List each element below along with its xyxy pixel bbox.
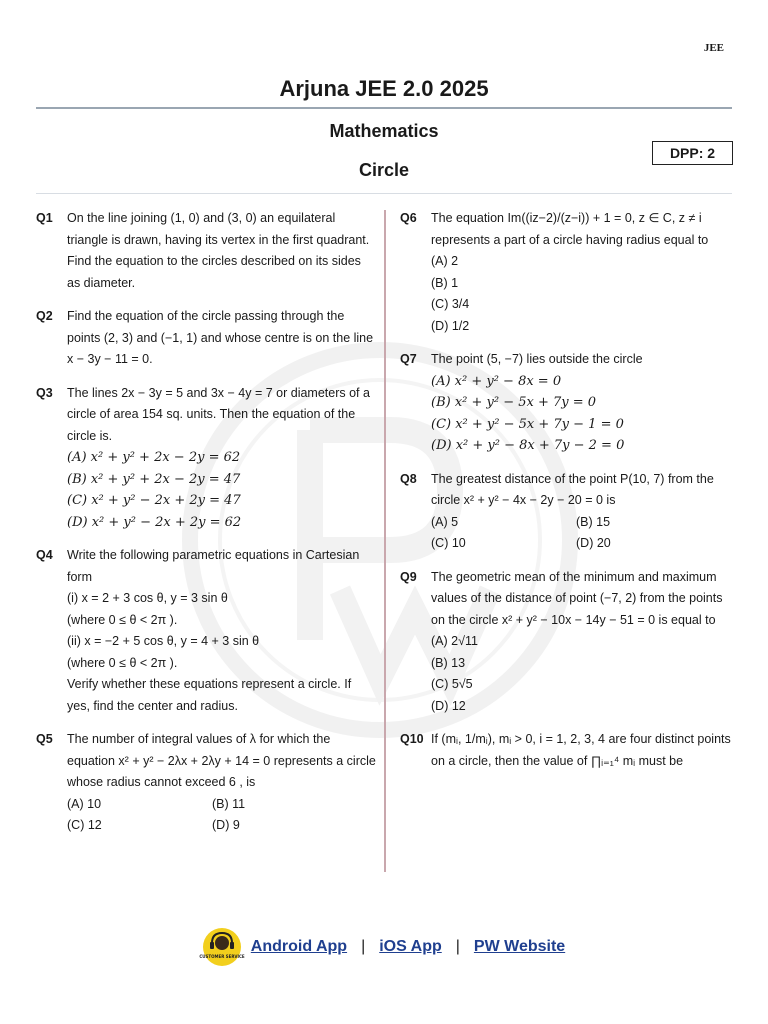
link-separator: | bbox=[455, 938, 460, 955]
option-b: (B) 1 bbox=[431, 275, 459, 290]
title-divider bbox=[36, 107, 732, 109]
question-number: Q6 bbox=[400, 211, 417, 225]
question-6 bbox=[400, 208, 736, 337]
option-c: (C) 3/4 bbox=[431, 297, 470, 311]
link-separator: | bbox=[361, 938, 366, 955]
question-line: (where 0 ≤ θ < 2π ). bbox=[67, 612, 178, 627]
question-10 bbox=[400, 729, 736, 772]
left-column bbox=[36, 208, 376, 849]
option-a: (A) 5 bbox=[431, 514, 459, 529]
question-text: The number of integral values of λ for which the equation x² + y² − 2λx + 2λy + 14 = 0 represents a circle whose radius cannot exceed 6 , is bbox=[67, 732, 376, 789]
option-a: (A) x² + y² − 8x = 0 bbox=[431, 373, 562, 389]
question-number: Q1 bbox=[36, 211, 53, 225]
option-c: (C) x² + y² − 2x + 2y = 47 bbox=[67, 493, 241, 508]
option-d: (D) x² + y² − 2x + 2y = 62 bbox=[67, 514, 242, 530]
chapter-heading: Circle bbox=[358, 160, 410, 180]
option-a: (A) 10 bbox=[67, 796, 102, 811]
option-d: (D) x² + y² − 8x + 7y − 2 = 0 bbox=[431, 438, 625, 453]
option-a: (A) 2√11 bbox=[431, 634, 478, 648]
question-text: On the line joining (1, 0) and (3, 0) an equilateral triangle is drawn, having its vertex in the first quadrant. Find the equation to the circles described on its sides as diameter. bbox=[67, 211, 370, 290]
question-number: Q4 bbox=[36, 548, 53, 562]
column-divider bbox=[384, 210, 386, 872]
option-d: (D) 12 bbox=[431, 698, 466, 713]
question-text: The greatest distance of the point P(10, 7) from the circle x² + y² − 4x − 2y − 20 = 0 is bbox=[431, 471, 714, 507]
question-2 bbox=[36, 306, 376, 371]
footer-links bbox=[0, 928, 768, 966]
question-line: (ii) x = −2 + 5 cos θ, y = 4 + 3 sin θ bbox=[67, 634, 260, 648]
question-number: Q8 bbox=[400, 471, 417, 486]
option-c: (C) 10 bbox=[431, 536, 466, 550]
option-b: (B) 11 bbox=[212, 796, 246, 811]
question-3 bbox=[36, 383, 376, 534]
question-8 bbox=[400, 469, 736, 555]
question-line: (i) x = 2 + 3 cos θ, y = 3 sin θ bbox=[67, 591, 228, 605]
svg-text:CUSTOMER SERVICE: CUSTOMER SERVICE bbox=[199, 954, 245, 959]
subject-heading: Mathematics bbox=[329, 121, 439, 141]
option-a: (A) 2 bbox=[431, 254, 459, 268]
right-column bbox=[400, 208, 736, 784]
question-number: Q9 bbox=[400, 569, 417, 584]
question-text: Find the equation of the circle passing through the points (2, 3) and (−1, 1) and whose centre is on the line x − 3y − 11 = 0. bbox=[67, 309, 374, 366]
pw-website-link[interactable]: PW Website bbox=[473, 938, 566, 955]
question-number: Q3 bbox=[36, 385, 53, 400]
option-d: (D) 20 bbox=[576, 536, 611, 550]
question-9 bbox=[400, 567, 736, 718]
page-title: Arjuna JEE 2.0 2025 bbox=[279, 76, 489, 101]
option-c: (C) 5√5 bbox=[431, 677, 473, 691]
option-b: (B) 15 bbox=[576, 514, 611, 529]
option-d: (D) 9 bbox=[212, 818, 240, 832]
question-text: The equation Im((iz−2)/(z−i)) + 1 = 0, z ∈ C, z ≠ i represents a part of a circle having radius equal to bbox=[431, 211, 709, 247]
question-7 bbox=[400, 349, 736, 457]
option-d: (D) 1/2 bbox=[431, 318, 470, 333]
question-text: If (mᵢ, 1/mᵢ), mᵢ > 0, i = 1, 2, 3, 4 are four distinct points on a circle, then the value of ∏ᵢ₌₁⁴ mᵢ must be bbox=[431, 732, 731, 768]
question-number: Q10 bbox=[400, 732, 424, 746]
question-number: Q7 bbox=[400, 352, 417, 366]
dpp-badge: DPP: 2 bbox=[652, 141, 733, 165]
question-5 bbox=[36, 729, 376, 837]
ios-app-link[interactable]: iOS App bbox=[379, 938, 442, 955]
android-app-link[interactable]: Android App bbox=[250, 938, 348, 955]
option-b: (B) 13 bbox=[431, 655, 466, 670]
question-line: (where 0 ≤ θ < 2π ). bbox=[67, 655, 178, 670]
question-text: The lines 2x − 3y = 5 and 3x − 4y = 7 or diameters of a circle of area 154 sq. units. Then the equation of the circle is. bbox=[67, 385, 370, 443]
question-text: Write the following parametric equations in Cartesian form bbox=[67, 548, 360, 584]
exam-tag: JEE bbox=[703, 42, 724, 54]
question-1 bbox=[36, 208, 376, 294]
question-text: The geometric mean of the minimum and maximum values of the distance of point (−7, 2) from the points on the circle x² + y² − 10x − 14y − 51 = 0 is equal to bbox=[431, 569, 723, 627]
option-b: (B) x² + y² + 2x − 2y = 47 bbox=[67, 471, 241, 487]
customer-service-icon bbox=[199, 928, 245, 966]
option-b: (B) x² + y² − 5x + 7y = 0 bbox=[431, 395, 597, 410]
question-number: Q5 bbox=[36, 732, 53, 746]
question-number: Q2 bbox=[36, 309, 53, 323]
question-4 bbox=[36, 545, 376, 717]
question-line: Verify whether these equations represent a circle. If yes, find the center and radius. bbox=[67, 677, 352, 713]
option-a: (A) x² + y² + 2x − 2y = 62 bbox=[67, 450, 241, 465]
header-divider bbox=[36, 193, 732, 194]
option-c: (C) 12 bbox=[67, 818, 102, 832]
question-text: The point (5, −7) lies outside the circle bbox=[431, 352, 643, 366]
option-c: (C) x² + y² − 5x + 7y − 1 = 0 bbox=[431, 416, 624, 432]
